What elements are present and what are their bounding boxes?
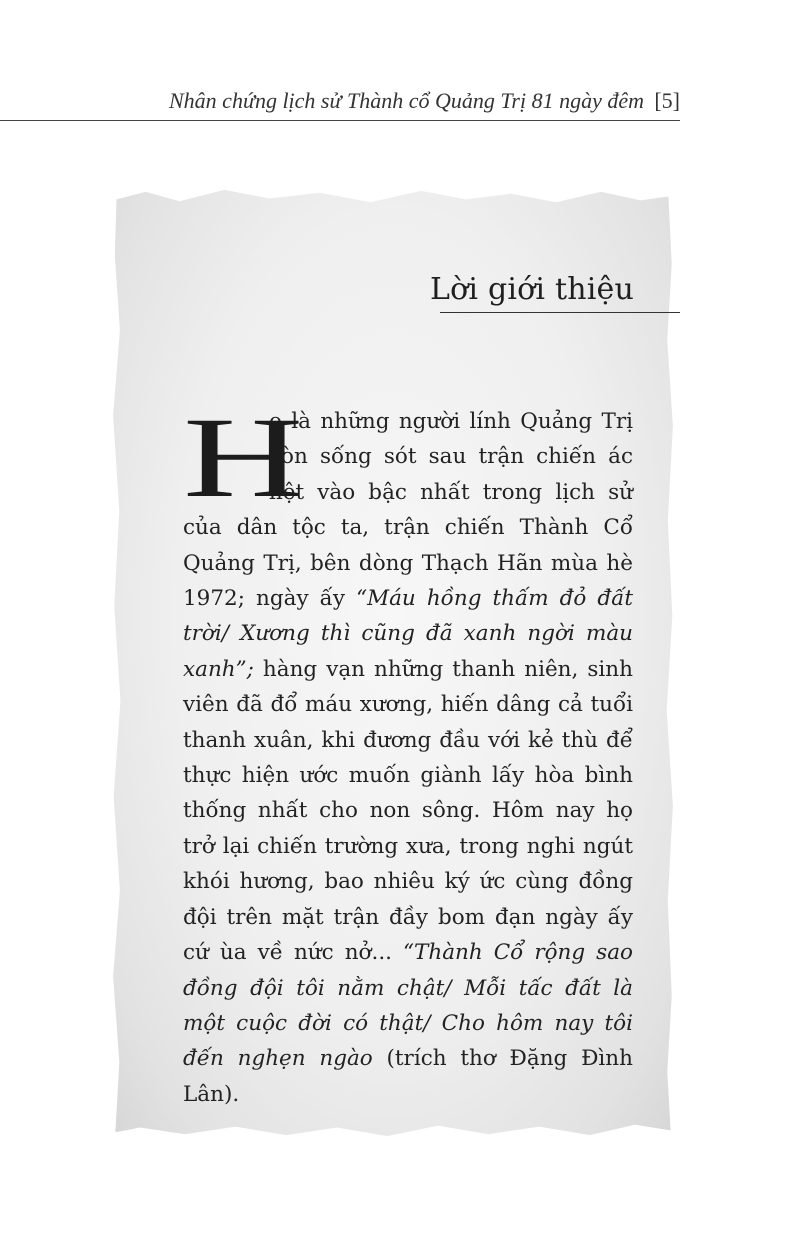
drop-cap: H	[183, 394, 304, 521]
chapter-heading	[430, 272, 680, 313]
chapter-title: Lời giới thiệu	[430, 272, 634, 307]
poem-quote-2: “Thành Cổ rộng sao đồng đội tôi nằm chật/ Mỗi tấc đất là một cuộc đời có thật/ Cho hôm nay tôi đến nghẹn ngào	[183, 940, 633, 1072]
paragraph-text-1: ọ là những người lính Quảng Trị còn sống sót sau trận chiến ác liệt vào bậc nhất trong lịch sử của dân tộc ta, trận chiến Thành Cổ Quảng Trị, bên dòng Thạch Hãn mùa hè 1972; ngày ấy	[183, 409, 633, 612]
running-header	[0, 84, 680, 121]
paragraph-text-2: hàng vạn những thanh niên, sinh viên đã đổ máu xương, hiến dâng cả tuổi thanh xuân, khi đương đầu với kẻ thù để thực hiện ước muốn giành lấy hòa bình thống nhất cho non sông. Hôm nay họ trở lại chiến trường xưa, trong nghi ngút khói hương, bao nhiêu ký ức cùng đồng đội trên mặt trận đầy bom đạn ngày ấy cứ ùa về nức nở...	[183, 656, 633, 966]
page-number: [5]	[654, 88, 680, 113]
paragraph-text-3: (trích thơ Đặng Đình Lân).	[183, 1046, 634, 1107]
poem-quote-1: “Máu hồng thấm đỏ đất trời/ Xương thì cũng đã xanh ngời màu xanh”;	[183, 586, 634, 682]
intro-body	[183, 394, 634, 1112]
running-title: Nhân chứng lịch sử Thành cổ Quảng Trị 81 ngày đêm	[169, 88, 644, 113]
